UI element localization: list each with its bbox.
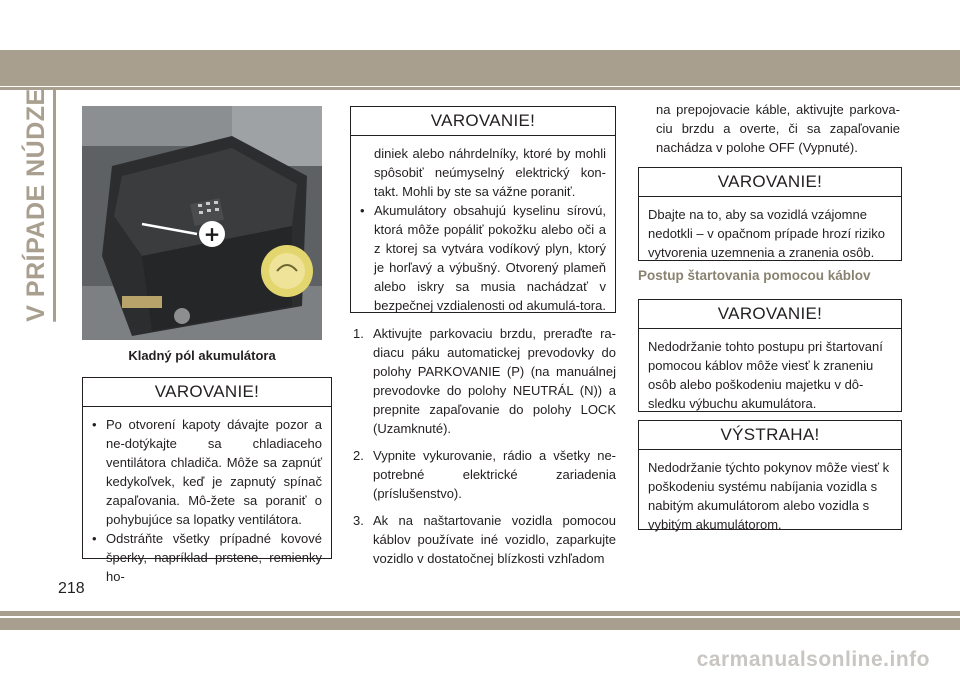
step-number: 1. [353, 326, 364, 341]
header-rule [0, 87, 960, 90]
step-text: Vypnite vykurovanie, rádio a všetky ne-potrebné elektrické zariadenia (príslušenstvo). [373, 448, 616, 501]
footer-rule [0, 611, 960, 616]
section-subheading: Postup štartovania pomocou káblov [638, 268, 871, 283]
caution-text: Nedodržanie týchto pokynov môže viesť k poškodeniu systému nabíjania vozidla s nabitým akumulátorom alebo vozidla s vybitým akumulátorom. [648, 460, 890, 532]
section-tab-label: V PRÍPADE NÚDZE [22, 88, 56, 321]
warning-body [639, 329, 901, 421]
caution-body [639, 450, 901, 542]
warning-box-right-2 [638, 299, 902, 412]
footer-stripe [0, 618, 960, 630]
warning-title: VAROVANIE! [351, 107, 615, 136]
page-number: 218 [58, 580, 85, 597]
warning-body [83, 407, 331, 594]
warning-continuation: diniek alebo náhrdelníky, ktoré by mohli spôsobiť neúmyselný elektrický kon-takt. Mohli by ste sa vážne poraniť. [374, 146, 606, 199]
warning-bullet: • Po otvorení kapoty dávajte pozor a ne-dotýkajte sa chladiaceho ventilátora chladiča. Môže sa zapnúť kedykoľvek, keď je zapnutý spínač zapaľovania. Mô-žete sa poraniť o pohybujúce sa lopatky ventilátora. [92, 415, 322, 529]
battery-illustration [82, 106, 322, 340]
right-continuation: na prepojovacie káble, aktivujte parkova-ciu brzdu a overte, či sa zapaľovanie nachádza v polohe OFF (Vypnuté). [656, 102, 900, 155]
watermark: carmanualsonline.info [696, 648, 930, 671]
battery-photo [82, 106, 322, 340]
figure-caption: Kladný pól akumulátora [128, 348, 276, 363]
warning-box-right-1 [638, 167, 902, 261]
step-text: Aktivujte parkovaciu brzdu, preraďte ra-diacu páku automatickej prevodovky do polohy PARKOVANIE (P) (na manuálnej prevodovke do polohy NEUTRÁL (N)) a prepnite zapaľovanie do polohy LOCK (Uzamknuté). [373, 326, 616, 436]
warning-box-left [82, 377, 332, 584]
top-margin [0, 0, 960, 47]
steps-list [353, 324, 616, 576]
header-stripe [0, 50, 960, 86]
step-text: Ak na naštartovanie vozidla pomocou káblov používate iné vozidlo, zaparkujte vozidlo v dostatočnej blízkosti vzhľadom [373, 513, 616, 566]
section-tab [22, 90, 56, 320]
caution-title: VÝSTRAHA! [639, 421, 901, 450]
step-number: 3. [353, 513, 364, 528]
warning-text: Nedodržanie tohto postupu pri štartovaní pomocou káblov môže viesť k zraneniu osôb alebo poškodeniu majetku v dô-sledku výbuchu akumulátora. [648, 339, 883, 411]
step-item [353, 324, 616, 438]
warning-text: Dbajte na to, aby sa vozidlá vzájomne nedotkli – v opačnom prípade hrozí riziko vytvorenia uzemnenia a zranenia osôb. [648, 207, 886, 260]
positive-terminal-label: + [203, 222, 221, 246]
warning-bullet: • Odstráňte všetky prípadné kovové šperky, napríklad prstene, remienky ho- [92, 529, 322, 586]
warning-title: VAROVANIE! [639, 300, 901, 329]
caution-box-right [638, 420, 902, 530]
warning-body [639, 197, 901, 270]
warning-body [351, 136, 615, 323]
step-item [353, 446, 616, 503]
warning-box-middle [350, 106, 616, 313]
warning-title: VAROVANIE! [639, 168, 901, 197]
step-number: 2. [353, 448, 364, 463]
warning-title: VAROVANIE! [83, 378, 331, 407]
step-item [353, 511, 616, 568]
warning-bullet: • Akumulátory obsahujú kyselinu sírovú, ktorá môže popáliť pokožku alebo oči a z ktorej sa vytvára vodíkový plyn, ktorý je horľavý a výbušný. Otvorený plameň alebo iskry sa musia nachádzať v bezpečnej vzdialenosti od akumulá-tora. [360, 201, 606, 315]
